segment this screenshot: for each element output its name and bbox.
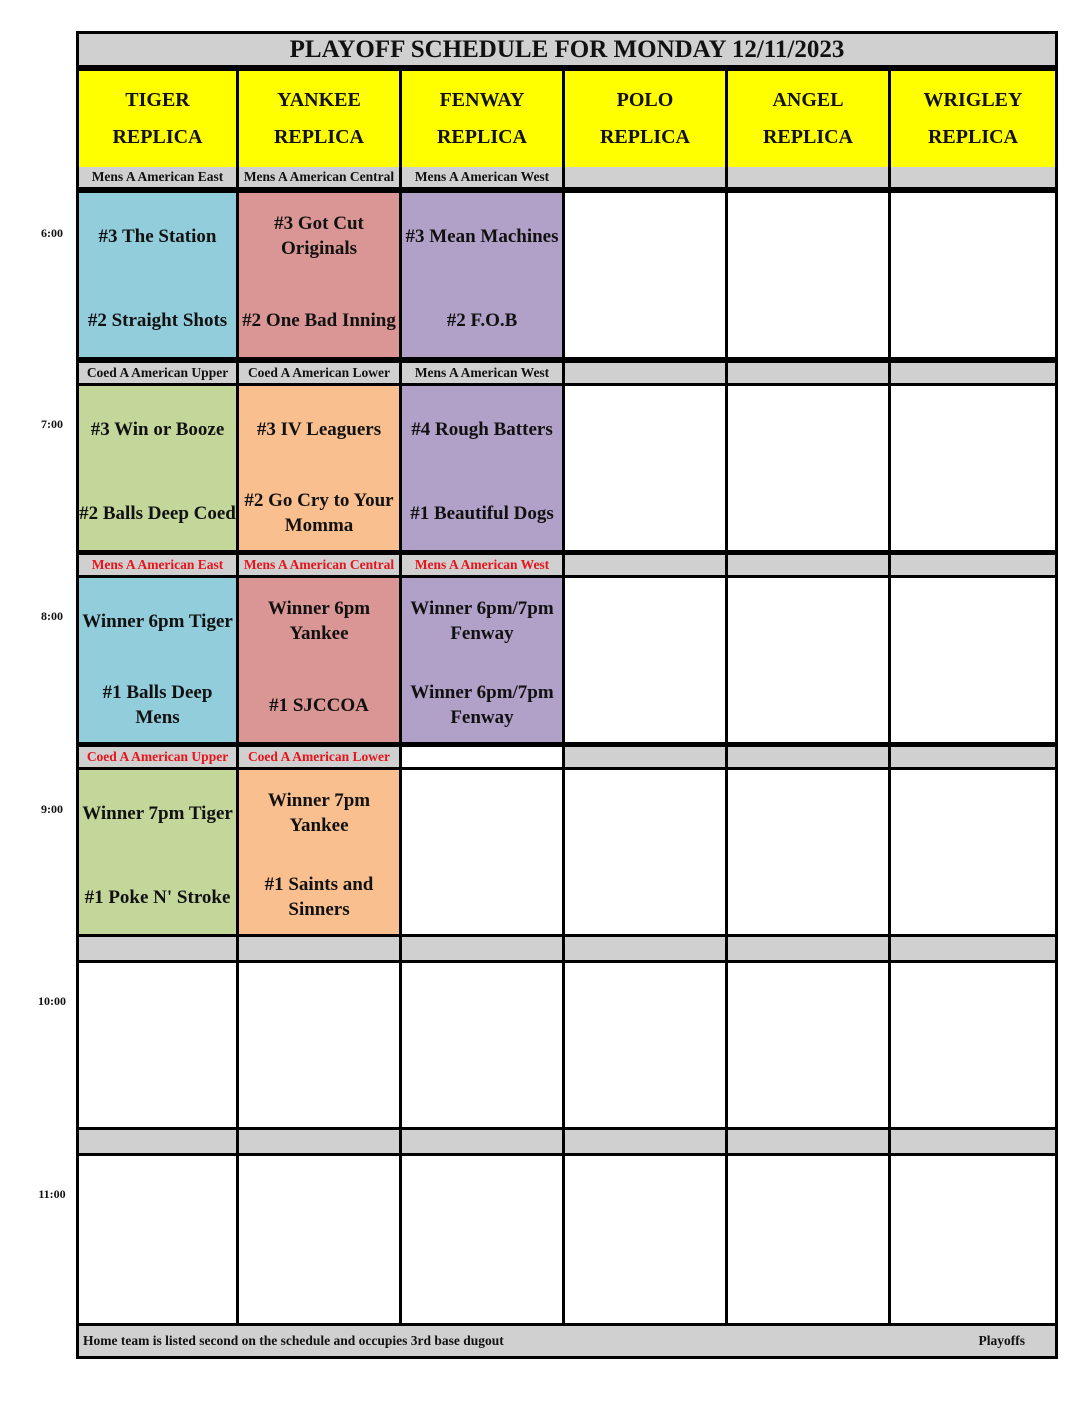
game-cell-empty (891, 1156, 1055, 1323)
footer-note: Home team is listed second on the schedule and occupies 3rd base dugout (83, 1333, 504, 1348)
division-label (891, 937, 1055, 960)
field-name: WRIGLEY (923, 89, 1023, 111)
field-header-polo (565, 71, 728, 167)
game-row (79, 767, 1055, 934)
home-team: Winner 6pm/7pm Fenway (410, 682, 554, 728)
game-cell (239, 770, 402, 934)
time-label: 10:00 (38, 994, 66, 1008)
field-name: POLO (616, 89, 674, 111)
division-label (565, 363, 728, 383)
game-cell-empty (565, 963, 728, 1127)
game-cell-empty (728, 193, 891, 357)
division-label (402, 747, 565, 767)
game-cell-empty (891, 963, 1055, 1127)
division-label (728, 937, 891, 960)
field-name: FENWAY (439, 89, 525, 111)
division-label: Coed A American Lower (239, 747, 402, 767)
division-label (565, 167, 728, 187)
away-team: #3 Win or Booze (90, 418, 225, 440)
away-team: Winner 6pm/7pm Fenway (410, 598, 554, 644)
division-label: Mens A American Central (239, 167, 402, 187)
game-cell-empty (565, 578, 728, 742)
footer-bar (79, 1323, 1055, 1356)
game-cell (402, 193, 565, 357)
time-label: 7:00 (41, 417, 63, 431)
division-label: Mens A American East (79, 555, 239, 575)
game-cell-empty (891, 386, 1055, 550)
away-team: Winner 7pm Tiger (82, 802, 233, 824)
division-band (79, 360, 1055, 383)
division-label (891, 555, 1055, 575)
division-label (239, 1130, 402, 1153)
time-label: 11:00 (38, 1187, 66, 1201)
page-title: PLAYOFF SCHEDULE FOR MONDAY 12/11/2023 (79, 34, 1055, 68)
home-team: #1 Saints and Sinners (264, 874, 374, 920)
field-name: YANKEE (277, 89, 361, 111)
division-label (891, 1130, 1055, 1153)
field-header-wrigley (891, 71, 1055, 167)
game-cell-empty (728, 1156, 891, 1323)
division-label (891, 167, 1055, 187)
field-sub: REPLICA (762, 126, 853, 148)
division-label (565, 747, 728, 767)
division-label (728, 1130, 891, 1153)
division-label (728, 747, 891, 767)
division-label (239, 937, 402, 960)
game-cell-empty (239, 963, 402, 1127)
game-cell-empty (402, 770, 565, 934)
game-cell-empty (565, 770, 728, 934)
home-team: #1 Beautiful Dogs (410, 502, 554, 524)
away-team: Winner 6pm Tiger (82, 610, 233, 632)
time-label: 6:00 (41, 226, 63, 240)
division-label: Mens A American West (402, 555, 565, 575)
game-cell-empty (728, 770, 891, 934)
division-label (728, 555, 891, 575)
game-cell-empty (402, 963, 565, 1127)
division-label: Mens A American Central (239, 555, 402, 575)
game-cell-empty (728, 386, 891, 550)
field-header-yankee (239, 71, 402, 167)
home-team: #2 F.O.B (446, 309, 518, 331)
away-team: #4 Rough Batters (411, 418, 553, 440)
division-band (79, 744, 1055, 767)
away-team: Winner 7pm Yankee (267, 790, 371, 836)
game-cell-empty (239, 1156, 402, 1323)
away-team: #3 Mean Machines (405, 225, 559, 247)
division-label (565, 937, 728, 960)
game-cell (402, 578, 565, 742)
division-label: Coed A American Upper (79, 747, 239, 767)
home-team: #2 One Bad Inning (242, 309, 396, 331)
time-label: 8:00 (41, 609, 63, 623)
away-team: Winner 6pm Yankee (267, 598, 371, 644)
division-label (728, 167, 891, 187)
game-cell (79, 770, 239, 934)
game-row (79, 383, 1055, 550)
division-label: Coed A American Upper (79, 363, 239, 383)
game-cell (239, 386, 402, 550)
field-sub: REPLICA (112, 126, 203, 148)
field-sub: REPLICA (599, 126, 690, 148)
field-header-row (79, 71, 1055, 167)
field-name: ANGEL (772, 89, 844, 111)
game-cell-empty (565, 1156, 728, 1323)
game-row (79, 575, 1055, 742)
game-cell (239, 578, 402, 742)
home-team: #2 Balls Deep Coed (79, 502, 236, 524)
division-label: Coed A American Lower (239, 363, 402, 383)
division-band (79, 1127, 1055, 1153)
game-cell-empty (79, 1156, 239, 1323)
home-team: #1 Poke N' Stroke (84, 886, 231, 908)
game-cell-empty (891, 770, 1055, 934)
game-cell-empty (79, 963, 239, 1127)
game-cell-empty (728, 963, 891, 1127)
home-team: #1 SJCCOA (269, 694, 369, 716)
division-band (79, 552, 1055, 575)
field-sub: REPLICA (273, 126, 364, 148)
game-cell (402, 386, 565, 550)
field-header-angel (728, 71, 891, 167)
field-sub: REPLICA (436, 126, 527, 148)
field-sub: REPLICA (927, 126, 1018, 148)
game-cell-empty (891, 578, 1055, 742)
division-label (565, 555, 728, 575)
away-team: #3 The Station (98, 225, 217, 247)
game-cell (79, 193, 239, 357)
field-name: TIGER (125, 89, 190, 111)
division-label (565, 1130, 728, 1153)
footer-label: Playoffs (978, 1333, 1025, 1348)
game-row (79, 190, 1055, 357)
division-label (79, 937, 239, 960)
division-label (402, 937, 565, 960)
game-cell (239, 193, 402, 357)
division-band (79, 934, 1055, 960)
division-label: Mens A American West (402, 363, 565, 383)
division-label (402, 1130, 565, 1153)
division-band (79, 167, 1055, 187)
game-cell (79, 578, 239, 742)
time-label: 9:00 (41, 802, 63, 816)
game-cell-empty (402, 1156, 565, 1323)
game-cell-empty (565, 193, 728, 357)
game-cell-empty (728, 578, 891, 742)
division-label (891, 363, 1055, 383)
field-header-tiger (79, 71, 239, 167)
game-row (79, 1153, 1055, 1323)
division-label (728, 363, 891, 383)
home-team: #2 Go Cry to Your Momma (244, 490, 394, 536)
home-team: #1 Balls Deep Mens (102, 682, 213, 728)
game-cell-empty (565, 386, 728, 550)
game-cell-empty (891, 193, 1055, 357)
division-label (891, 747, 1055, 767)
home-team: #2 Straight Shots (87, 309, 228, 331)
division-label: Mens A American West (402, 167, 565, 187)
field-header-fenway (402, 71, 565, 167)
division-label (79, 1130, 239, 1153)
game-row (79, 960, 1055, 1127)
schedule-sheet (76, 31, 1058, 1359)
away-team: #3 Got Cut Originals (274, 213, 364, 259)
away-team: #3 IV Leaguers (256, 418, 382, 440)
game-cell (79, 386, 239, 550)
division-label: Mens A American East (79, 167, 239, 187)
